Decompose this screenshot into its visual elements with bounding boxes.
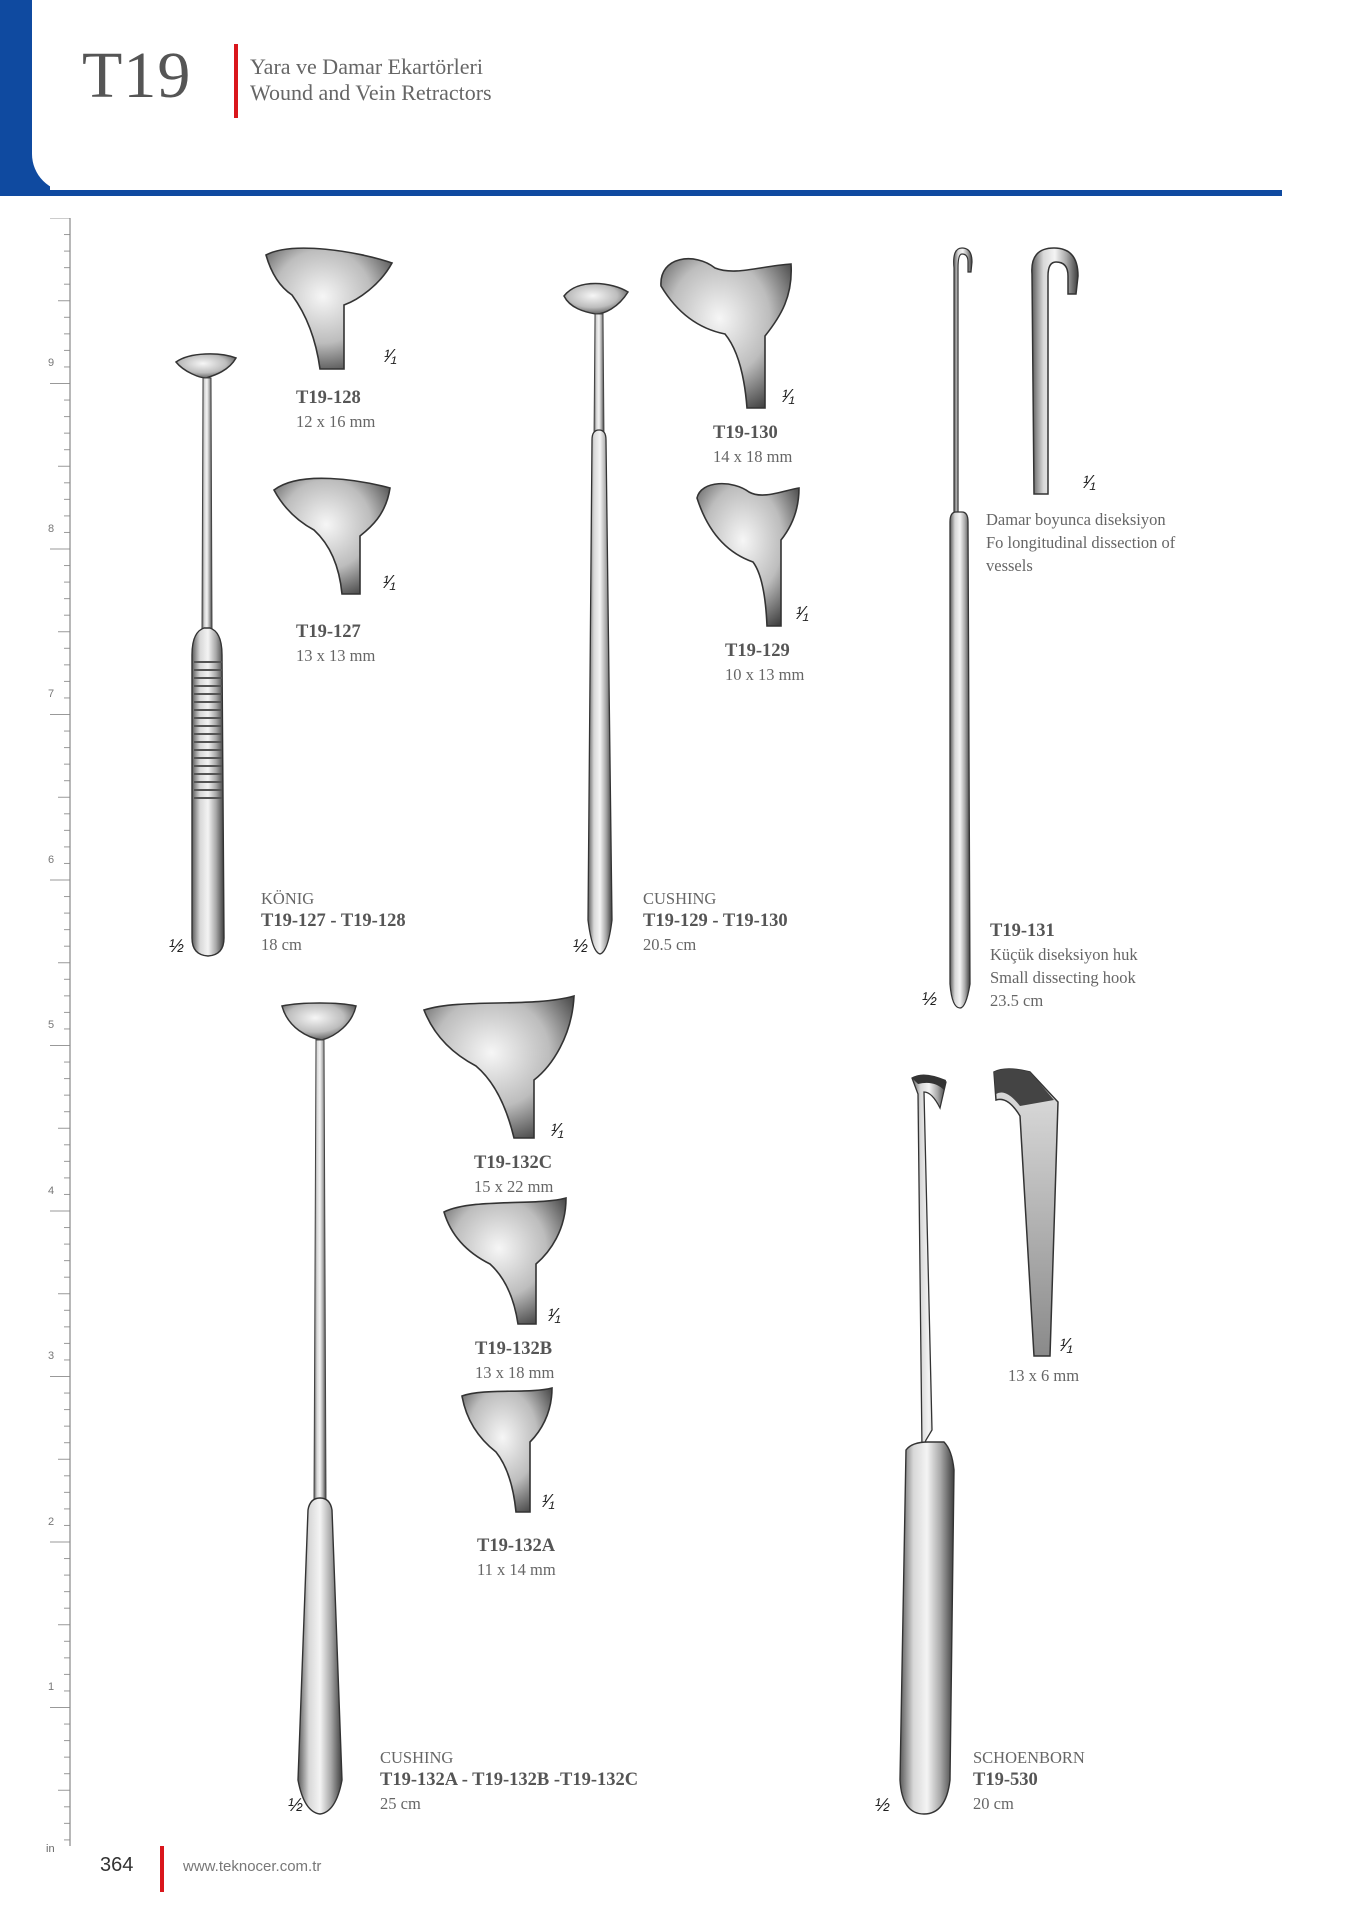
header-card (32, 0, 1357, 192)
title-accent-bar (234, 44, 238, 118)
schoenborn-code: T19-530 (973, 1770, 1038, 1790)
cushing-129-scale: ½ (573, 936, 588, 956)
ruler-mark-8: 8 (48, 523, 55, 535)
ruler-mark-2: 2 (48, 1516, 55, 1528)
cushing-132-codes: T19-132A - T19-132B -T19-132C (380, 1770, 639, 1790)
cushing-132-length: 25 cm (380, 1794, 421, 1813)
schoenborn-retractor-image (892, 1070, 992, 1820)
t19-132b-code: T19-132B (475, 1339, 553, 1359)
cushing-129-codes: T19-129 - T19-130 (643, 911, 788, 931)
t19-128-size: 12 x 16 mm (296, 412, 376, 431)
t19-131-code: T19-131 (990, 921, 1055, 941)
t19-128-code: T19-128 (296, 388, 361, 408)
t19-130-scale: ¹⁄₁ (782, 386, 794, 406)
header-divider (30, 190, 1282, 196)
t19-131-hook-image (940, 244, 980, 1014)
section-code: T19 (82, 39, 192, 112)
t19-129-detail-image (693, 478, 803, 630)
t19-127-scale: ¹⁄₁ (383, 572, 395, 592)
t19-131-detail-scale: ¹⁄₁ (1083, 472, 1095, 492)
ruler-mark-1: 1 (48, 1681, 55, 1693)
footer-accent-bar (160, 1846, 164, 1892)
section-title-en: Wound and Vein Retractors (250, 80, 492, 105)
t19-131-detail-image (1026, 246, 1082, 496)
t19-131-name-en: Small dissecting hook (990, 968, 1136, 987)
t19-132c-size: 15 x 22 mm (474, 1177, 554, 1196)
t19-130-detail-image (655, 256, 795, 412)
schoenborn-scale: ½ (875, 1795, 890, 1815)
t19-129-size: 10 x 13 mm (725, 665, 805, 684)
konig-length: 18 cm (261, 935, 302, 954)
t19-132a-scale: ¹⁄₁ (542, 1491, 554, 1511)
cushing-132-retractor-image (278, 1000, 364, 1820)
t19-131-note-en-2: vessels (986, 556, 1033, 575)
t19-132a-size: 11 x 14 mm (477, 1560, 556, 1579)
t19-131-name-tr: Küçük diseksiyon huk (990, 945, 1138, 964)
t19-132b-scale: ¹⁄₁ (548, 1305, 560, 1325)
t19-131-note-en-1: Fo longitudinal dissection of (986, 533, 1176, 552)
t19-132c-scale: ¹⁄₁ (551, 1120, 563, 1140)
schoenborn-detail-scale: ¹⁄₁ (1060, 1335, 1072, 1355)
t19-130-size: 14 x 18 mm (713, 447, 793, 466)
t19-131-scale: ½ (922, 989, 937, 1009)
konig-scale: ½ (169, 936, 184, 956)
ruler-mark-5: 5 (48, 1019, 55, 1031)
t19-132c-code: T19-132C (474, 1153, 553, 1173)
ruler-mark-4: 4 (48, 1185, 55, 1197)
website-link[interactable]: www.teknocer.com.tr (183, 1858, 322, 1875)
t19-132a-code: T19-132A (477, 1536, 556, 1556)
cushing-129-retractor-image (560, 280, 636, 960)
t19-130-code: T19-130 (713, 423, 778, 443)
ruler-mark-7: 7 (48, 688, 55, 700)
t19-127-size: 13 x 13 mm (296, 646, 376, 665)
t19-127-detail-image (270, 470, 394, 596)
t19-132b-size: 13 x 18 mm (475, 1363, 555, 1382)
schoenborn-maker: SCHOENBORN (973, 1748, 1085, 1767)
konig-retractor-image (170, 350, 250, 960)
schoenborn-length: 20 cm (973, 1794, 1014, 1813)
ruler-unit: in (46, 1843, 55, 1855)
t19-128-detail-image (262, 245, 396, 371)
konig-codes: T19-127 - T19-128 (261, 911, 406, 931)
section-title-tr: Yara ve Damar Ekartörleri (250, 54, 483, 79)
cushing-129-maker: CUSHING (643, 889, 717, 908)
schoenborn-detail-size: 13 x 6 mm (1008, 1366, 1080, 1385)
schoenborn-detail-image (990, 1066, 1062, 1356)
t19-131-length: 23.5 cm (990, 991, 1044, 1010)
inch-ruler (40, 218, 72, 1846)
cushing-129-length: 20.5 cm (643, 935, 697, 954)
ruler-mark-6: 6 (48, 854, 55, 866)
cushing-132-maker: CUSHING (380, 1748, 454, 1767)
t19-128-scale: ¹⁄₁ (384, 346, 396, 366)
t19-129-code: T19-129 (725, 641, 790, 661)
konig-maker: KÖNIG (261, 889, 315, 908)
ruler-mark-3: 3 (48, 1350, 55, 1362)
ruler-mark-9: 9 (48, 357, 55, 369)
t19-127-code: T19-127 (296, 622, 361, 642)
page-number: 364 (100, 1854, 134, 1876)
t19-129-scale: ¹⁄₁ (796, 603, 808, 623)
t19-131-note-tr: Damar boyunca diseksiyon (986, 510, 1166, 529)
cushing-132-scale: ½ (288, 1795, 303, 1815)
